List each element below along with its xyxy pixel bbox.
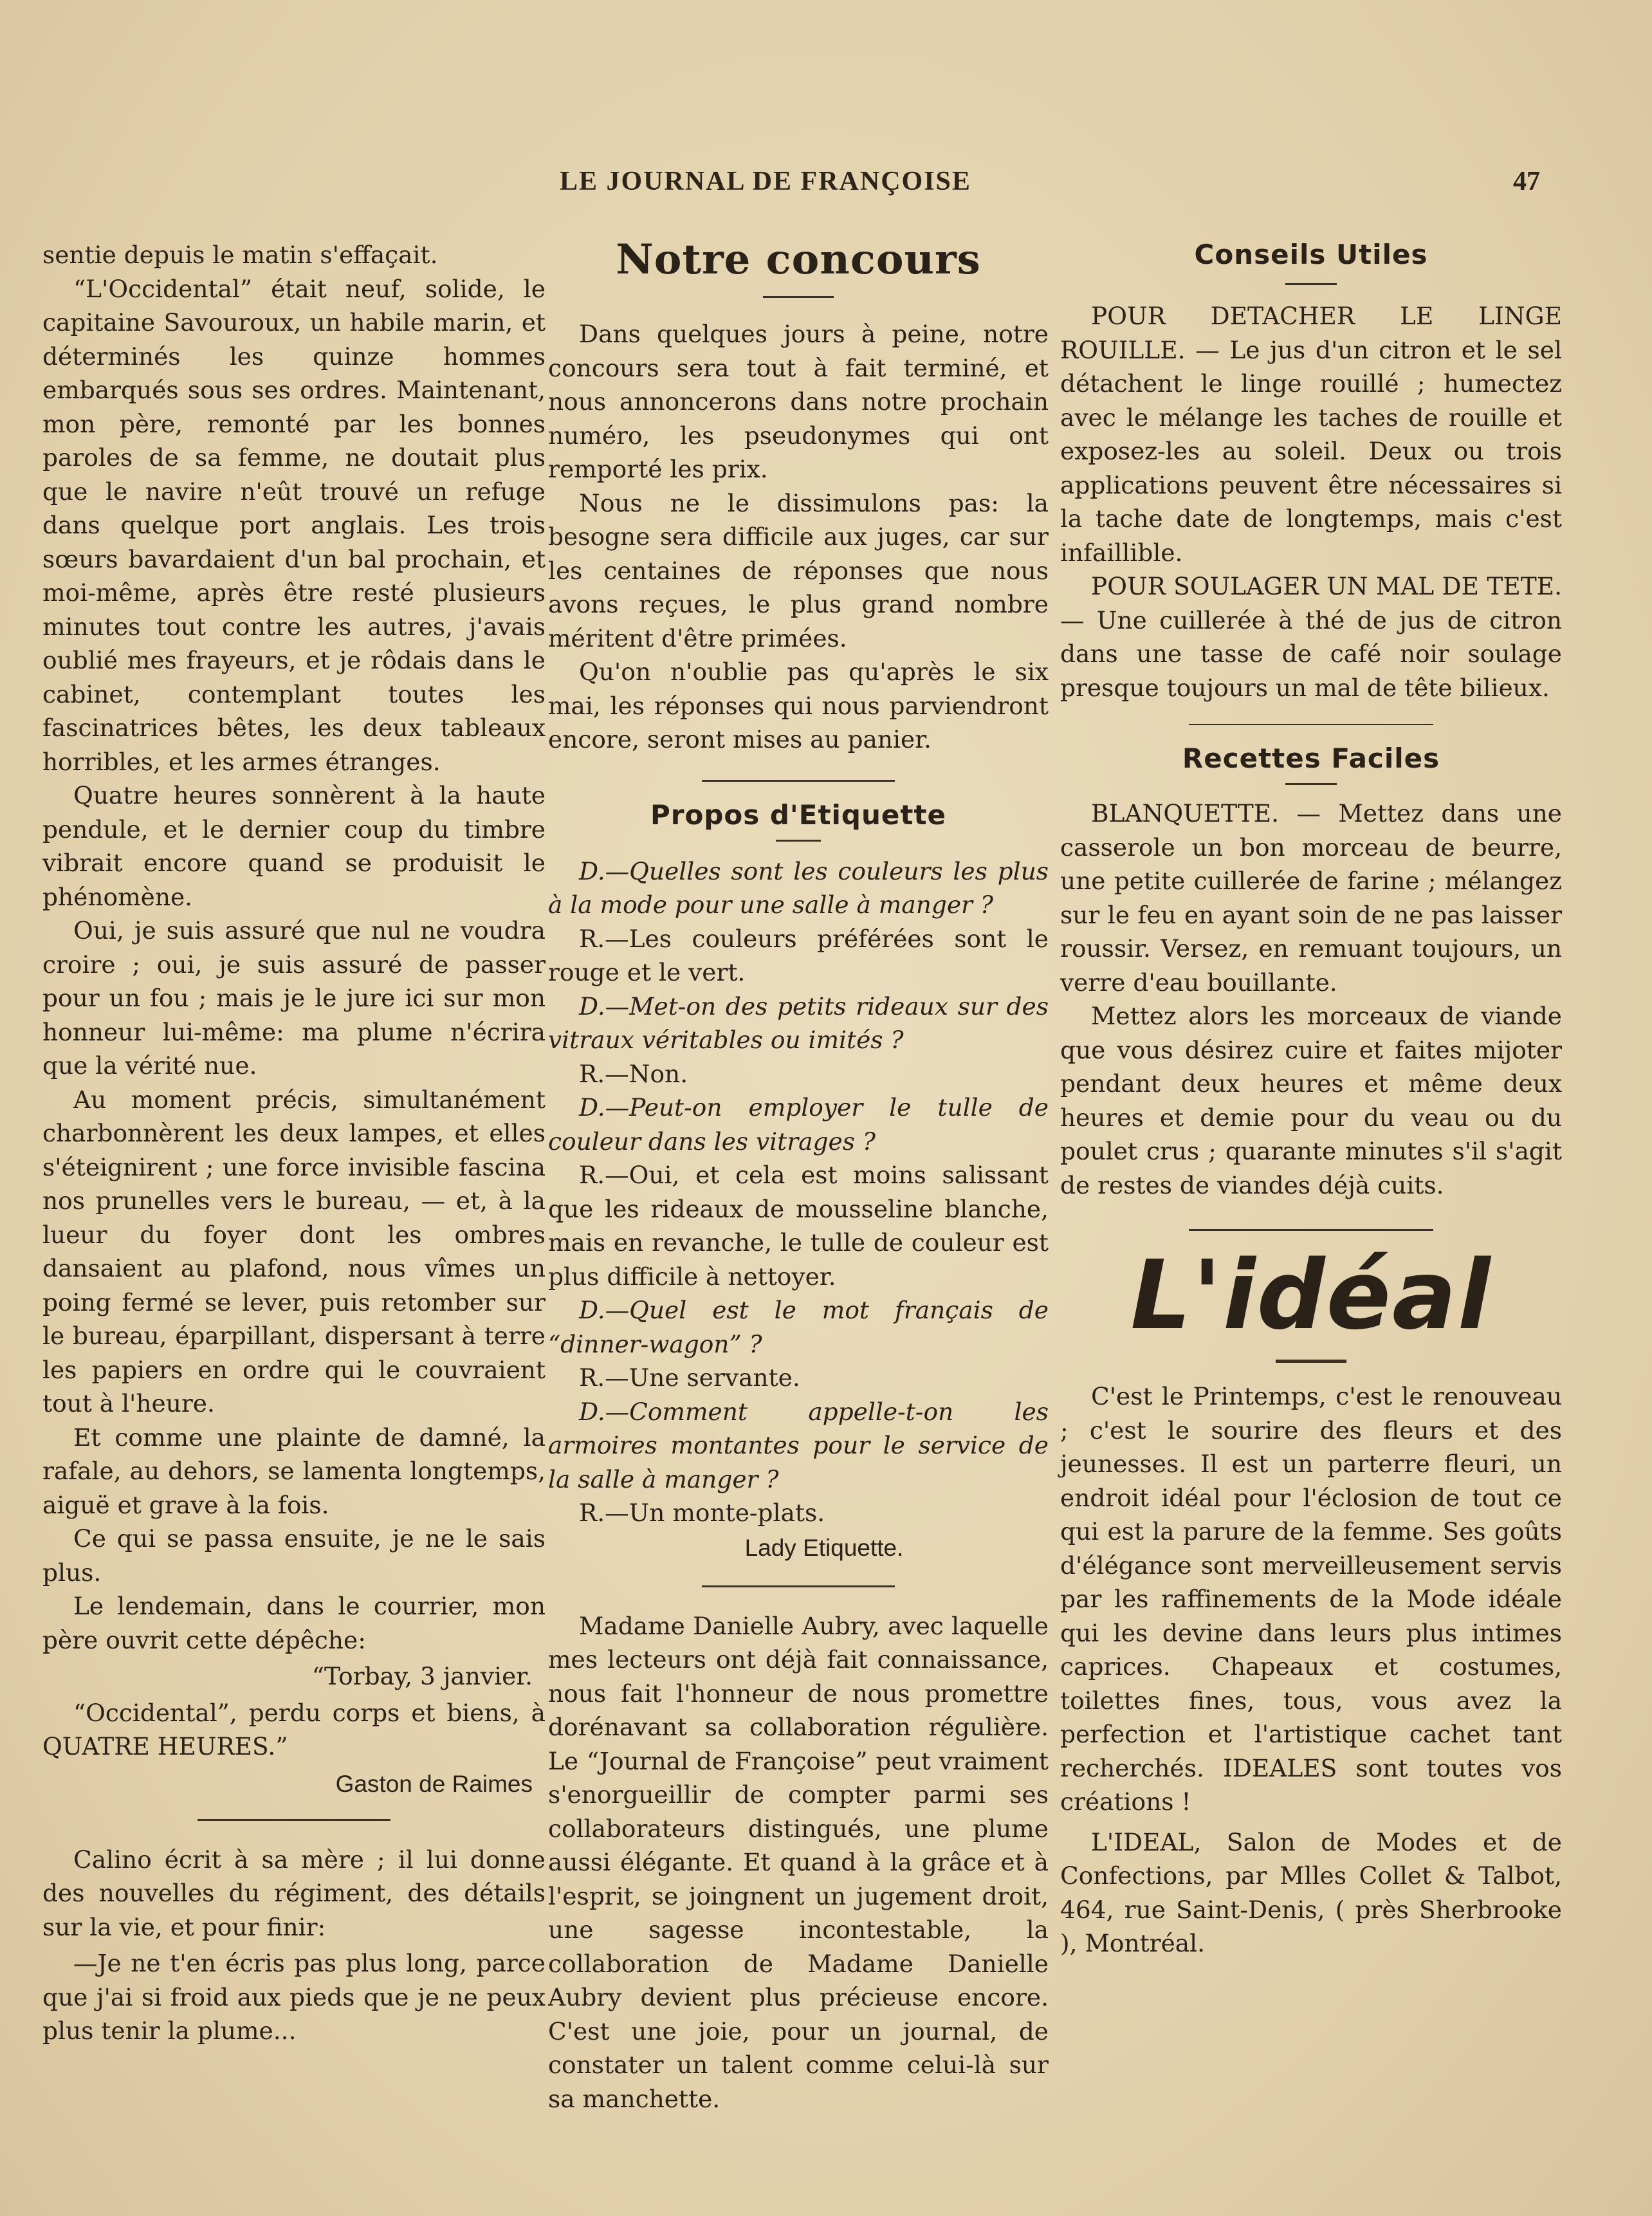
etiquette-question: D.—Quelles sont les couleurs les plus à la mode pour une salle à manger ? [548,856,1049,919]
ideal-address: L'IDEAL, Salon de Modes et de Confections, par Mlles Collet & Talbot, 464, rue Saint-Denis, ( près Sherbrooke ), Montréal. [1060,1827,1562,1957]
page-number: 47 [1513,167,1540,196]
etiquette-question: D.—Quel est le mot français de “dinner-wagon” ? [548,1296,1049,1358]
section-divider [702,780,895,782]
recettes-paragraph: Mettez alors les morceaux de viande que vous désirez cuire et faites mijoter pendant deux heures et même deux heures et demie pour du veau ou du poulet crus ; quarante minutes s'il s'agit de restes de viandes déjà cuits. [1060,1002,1562,1199]
section-divider [702,1585,895,1587]
recettes-heading: Recettes Faciles [1182,743,1440,774]
conseils-paragraph: POUR SOULAGER UN MAL DE TETE. — Une cuillerée à thé de jus de citron dans une tasse de café noir soulage presque toujours un mal de tête bilieux. [1060,572,1562,702]
concours-paragraph: Dans quelques jours à peine, notre concours sera tout à fait terminé, et nous annoncerons dans notre prochain numéro, les pseudonymes qui ont remporté les prix. [548,320,1049,483]
heading-rule [763,296,834,298]
story-paragraph: Ce qui se passa ensuite, je ne le sais plus. [42,1524,546,1587]
ideal-paragraph: C'est le Printemps, c'est le renouveau ; c'est le sourire des fleurs et des jeunesses. Il est un parterre fleuri, un endroit idéal pour l'éclosion de tout ce qui est la parure de la femme. Ses goûts d'élégance sont merveilleusement servis par les raffinements de la Mode idéale qui les devine dans leurs plus intimes caprices. Chapeaux et costumes, toilettes fines, tous, vous avez la perfection et l'artistique cachet tant recherchés. IDEALES sont toutes vos créations ! [1060,1382,1562,1816]
heading-rule [1285,783,1337,785]
calino-quote: —Je ne t'en écris pas plus long, parce que j'ai si froid aux pieds que je ne peux plus tenir la plume... [42,1949,546,2045]
calino-paragraph: Calino écrit à sa mère ; il lui donne des nouvelles du régiment, des détails sur la vie, et pour finir: [42,1845,546,1941]
column-middle [548,235,1049,2116]
story-paragraph: Au moment précis, simultanément charbonnèrent les deux lampes, et elles s'éteignirent ; une force invisible fascina nos prunelles vers le bureau, — et, à la lueur du foyer dont les ombres dansaient au plafond, nous vîmes un poing fermé se lever, puis retomber sur le bureau, éparpillant, dispersant à terre les papiers en ordre qui le couvraient tout à l'heure. [42,1085,546,1417]
story-paragraph: Le lendemain, dans le courrier, mon père ouvrit cette dépêche: [42,1592,546,1654]
etiquette-question: D.—Peut-on employer le tulle de couleur dans les vitrages ? [548,1093,1049,1156]
page-header [0,166,1652,205]
story-paragraph: “L'Occidental” était neuf, solide, le capitaine Savouroux, un habile marin, et déterminés les quinze hommes embarqués sous ses ordres. Maintenant, mon père, remonté par les bonnes paroles de sa femme, ne doutait plus que le navire n'eût trouvé un refuge dans quelque port anglais. Les trois sœurs bavardaient d'un bal prochain, et moi-même, après être resté plusieurs minutes tout contre les autres, j'avais oublié mes frayeurs, et je rôdais dans le cabinet, contemplant toutes les fascinatrices bêtes, les deux tableaux horribles, et les armes étranges. [42,274,546,776]
section-divider [1189,1229,1433,1231]
story-paragraph: Quatre heures sonnèrent à la haute pendule, et le dernier coup du timbre vibrait encore quand se produisit le phénomène. [42,781,546,911]
story-signature: Gaston de Raimes [335,1770,533,1797]
etiquette-answer: R.—Oui, et cela est moins salissant que les rideaux de mousseline blanche, mais en revanche, le tulle de couleur est plus difficile à nettoyer. [548,1161,1049,1291]
story-paragraph: sentie depuis le matin s'effaçait. [42,241,438,269]
column-right [1060,238,1562,1961]
heading-rule [1285,283,1337,285]
aubry-paragraph: Madame Danielle Aubry, avec laquelle mes lecteurs ont déjà fait connaissance, nous fait l'honneur de nous promettre dorénavant sa collaboration régulière. Le “Journal de Françoise” peut vraiment s'enorgueillir de compter parmi ses collaborateurs distingués, une plume aussi élégante. Et quand à la grâce et à l'esprit, se joingnent un jugement droit, une sagesse incontestable, la collaboration de Madame Danielle Aubry devient plus précieuse encore. C'est une joie, pour un journal, de constater un talent comme celui-là sur sa manchette. [548,1611,1049,2113]
recettes-paragraph: BLANQUETTE. — Mettez dans une casserole un bon morceau de beurre, une petite cuillerée de farine ; mélangez sur le feu en ayant soin de ne pas laisser roussir. Versez, en remuant toujours, un verre d'eau bouillante. [1060,799,1562,997]
ideal-heading: L'idéal [1130,1240,1492,1351]
telegram-body: “Occidental”, perdu corps et biens, à QUATRE HEURES.” [42,1698,546,1760]
etiquette-question: D.—Met-on des petits rideaux sur des vitraux véritables ou imités ? [548,992,1049,1054]
etiquette-answer: R.—Une servante. [579,1363,800,1392]
etiquette-answer: R.—Non. [579,1059,688,1088]
column-left [42,238,546,2048]
concours-heading: Notre concours [616,235,981,284]
journal-title: LE JOURNAL DE FRANÇOISE [560,167,971,196]
concours-paragraph: Qu'on n'oublie pas qu'après le six mai, les réponses qui nous parviendront encore, seront mises au panier. [548,658,1049,753]
story-paragraph: Oui, je suis assuré que nul ne voudra croire ; oui, je suis assuré de passer pour un fou ; mais je le jure ici sur mon honneur lui-même: ma plume n'écrira que la vérité nue. [42,916,546,1080]
concours-paragraph: Nous ne le dissimulons pas: la besogne sera difficile aux juges, car sur les centaines de réponses que nous avons reçues, le plus grand nombre méritent d'être primées. [548,488,1049,652]
conseils-heading: Conseils Utiles [1194,239,1428,270]
conseils-paragraph: POUR DETACHER LE LINGE ROUILLE. — Le jus d'un citron et le sel détachent le linge rouillé ; humectez avec le mélange les taches de rouille et exposez-les au soleil. Deux ou trois applications peuvent être nécessaires si la tache date de longtemps, mais c'est infaillible. [1060,302,1562,567]
etiquette-question: D.—Comment appelle-t-on les armoires montantes pour le service de la salle à manger ? [548,1397,1049,1493]
etiquette-answer: R.—Un monte-plats. [579,1499,825,1527]
etiquette-answer: R.—Les couleurs préférées sont le rouge et le vert. [548,924,1049,986]
section-divider [197,1819,390,1821]
etiquette-heading: Propos d'Etiquette [650,799,947,831]
telegram-date: “Torbay, 3 janvier. [311,1662,533,1690]
heading-rule [1276,1360,1346,1363]
etiquette-signature: Lady Etiquette. [744,1534,904,1561]
section-divider [1189,724,1433,725]
heading-rule [776,840,821,842]
story-paragraph: Et comme une plainte de damné, la rafale, au dehors, se lamenta longtemps, aiguë et grave à la fois. [42,1423,546,1519]
